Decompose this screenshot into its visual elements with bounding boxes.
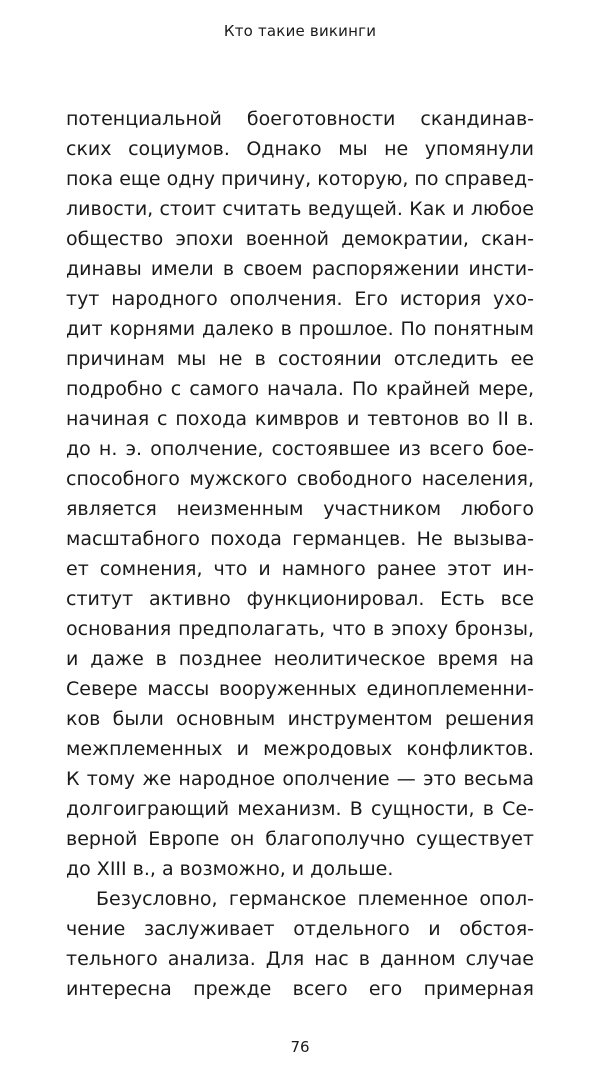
text-line: потенциальной боеготовности скандинав- [66,108,534,130]
text-line: до н. э. ополчение, состоявшее из всего бое- [66,438,534,460]
text-line: верной Европе он благополучно существует [66,828,534,850]
text-line: причинам мы не в состоянии отследить ее [66,348,534,370]
page-body-text [66,104,534,1004]
text-line: начиная с похода кимвров и тевтонов во II в. [66,408,534,430]
text-line: подробно с самого начала. По крайней мере, [66,378,534,400]
text-line: межплеменных и межродовых конфликтов. [66,738,534,760]
text-line: ских социумов. Однако мы не упомянули [66,138,534,160]
paragraph-start-line: Безусловно, германское племенное опол- [96,888,534,910]
text-line: динавы имели в своем распоряжении инсти- [66,258,534,280]
text-line: чение заслуживает отдельного и обстоя- [66,918,534,940]
text-line: способного мужского свободного населения, [66,468,534,490]
paragraph-end-line: до XIII в., а возможно, и дольше. [66,858,394,880]
text-line: является неизменным участником любого [66,498,534,520]
running-header: Кто такие викинги [223,22,377,40]
text-line: общество эпохи военной демократии, скан- [66,228,534,250]
text-line: ститут активно функционировал. Есть все [66,588,534,610]
text-line: масштабного похода германцев. Не вызыва- [66,528,534,550]
text-line: дит корнями далеко в прошлое. По понятным [66,318,534,340]
text-line: долгоиграющий механизм. В сущности, в Се- [66,798,534,820]
page-number: 76 [290,1038,310,1056]
text-line: ков были основным инструментом решения [66,708,534,730]
text-line: Севере массы вооруженных единоплеменни- [66,678,534,700]
text-line: тельного анализа. Для нас в данном случае [66,948,534,970]
text-line: К тому же народное ополчение — это весьма [66,768,534,790]
text-line: пока еще одну причину, которую, по справед- [66,168,534,190]
text-line: основания предполагать, что в эпоху бронзы, [66,618,534,640]
text-line: и даже в позднее неолитическое время на [66,648,534,670]
text-line: интересна прежде всего его примерная [66,978,534,1000]
text-line: ет сомнения, что и намного ранее этот ин- [66,558,534,580]
text-line: ливости, стоит считать ведущей. Как и любое [66,198,534,220]
text-line: тут народного ополчения. Его история ухо- [66,288,534,310]
